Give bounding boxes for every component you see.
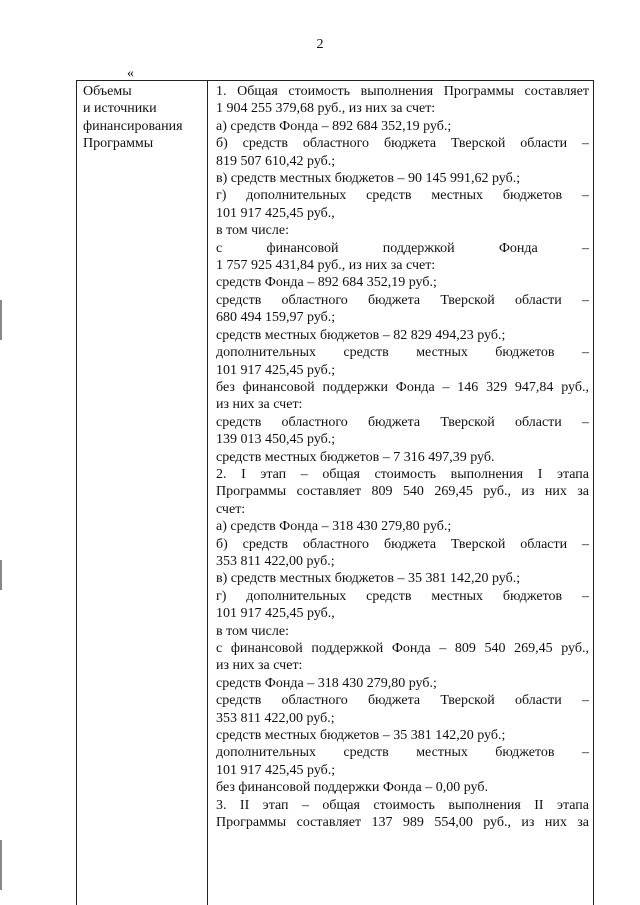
right-column-line: с финансовой поддержкой Фонда – [216, 240, 589, 256]
right-column-line: 101 917 425,45 руб.; [216, 762, 336, 778]
right-column-line: г) дополнительных средств местных бюджетов – [216, 188, 589, 204]
right-column-line: б) средств областного бюджета Тверской области – [216, 136, 589, 152]
left-column-line: финансирования [83, 118, 183, 134]
right-column-line: 1 757 925 431,84 руб., из них за счет: [216, 258, 436, 274]
right-column-line: 101 917 425,45 руб., [216, 205, 335, 221]
right-column-line: без финансовой поддержки Фонда – 0,00 руб. [216, 780, 488, 796]
right-column-line: средств местных бюджетов – 82 829 494,23 руб.; [216, 327, 506, 343]
right-column-line: 353 811 422,00 руб.; [216, 553, 335, 569]
right-column-line: 680 494 159,97 руб.; [216, 310, 336, 326]
right-column-line: из них за счет: [216, 658, 303, 674]
right-column-line: г) дополнительных средств местных бюджетов – [216, 588, 589, 604]
scan-edge-mark [0, 840, 2, 890]
financing-table [76, 80, 594, 905]
right-column-line: средств областного бюджета Тверской области – [216, 414, 589, 430]
table-left-column [77, 81, 208, 905]
right-column-line: б) средств областного бюджета Тверской области – [216, 536, 589, 552]
right-column-line: дополнительных средств местных бюджетов – [216, 345, 589, 361]
page-number: 2 [316, 37, 324, 52]
right-column-line: в) средств местных бюджетов – 35 381 142,20 руб.; [216, 571, 521, 587]
right-column-line: средств местных бюджетов – 35 381 142,20 руб.; [216, 728, 506, 744]
right-column-line: счет: [216, 501, 246, 517]
right-column-line: Программы составляет 137 989 554,00 руб., из них за [216, 815, 589, 831]
right-column-line: дополнительных средств местных бюджетов – [216, 745, 589, 761]
left-column-line: Объемы [83, 84, 132, 99]
right-column-line: 1 904 255 379,68 руб., из них за счет: [216, 101, 436, 117]
right-column-line: средств областного бюджета Тверской области – [216, 693, 589, 709]
right-column-line: из них за счет: [216, 397, 303, 413]
right-column-line: 101 917 425,45 руб.; [216, 362, 336, 378]
right-column-line: 2. I этап – общая стоимость выполнения I этапа [216, 466, 589, 482]
right-column-line: в том числе: [216, 623, 289, 639]
right-column-line: а) средств Фонда – 318 430 279,80 руб.; [216, 519, 452, 535]
scan-edge-mark [0, 300, 2, 340]
right-column-line: средств местных бюджетов – 7 316 497,39 руб. [216, 449, 495, 465]
right-column-line: 353 811 422,00 руб.; [216, 710, 335, 726]
table-right-column [208, 81, 593, 905]
right-column-line: 139 013 450,45 руб.; [216, 432, 336, 448]
right-column-line: без финансовой поддержки Фонда – 146 329 947,84 руб., [216, 379, 589, 395]
right-column-line: средств Фонда – 318 430 279,80 руб.; [216, 675, 437, 691]
right-column-line: 3. II этап – общая стоимость выполнения II этапа [216, 797, 589, 813]
right-column-line: 819 507 610,42 руб.; [216, 153, 336, 169]
right-column-line: средств областного бюджета Тверской области – [216, 292, 589, 308]
right-column-line: средств Фонда – 892 684 352,19 руб.; [216, 275, 437, 291]
right-column-line: с финансовой поддержкой Фонда – 809 540 269,45 руб., [216, 641, 589, 656]
right-column-line: Программы составляет 809 540 269,45 руб., из них за [216, 484, 589, 500]
left-column-line: и источники [83, 101, 157, 117]
right-column-line: а) средств Фонда – 892 684 352,19 руб.; [216, 118, 452, 134]
opening-quote-mark: « [127, 66, 134, 81]
right-column-line: в) средств местных бюджетов – 90 145 991,62 руб.; [216, 171, 521, 187]
right-column-line: 101 917 425,45 руб., [216, 606, 335, 622]
right-column-line: 1. Общая стоимость выполнения Программы составляет [216, 84, 589, 99]
right-column-line: в том числе: [216, 223, 289, 239]
left-column-line: Программы [83, 136, 154, 152]
scan-edge-mark [0, 560, 2, 590]
